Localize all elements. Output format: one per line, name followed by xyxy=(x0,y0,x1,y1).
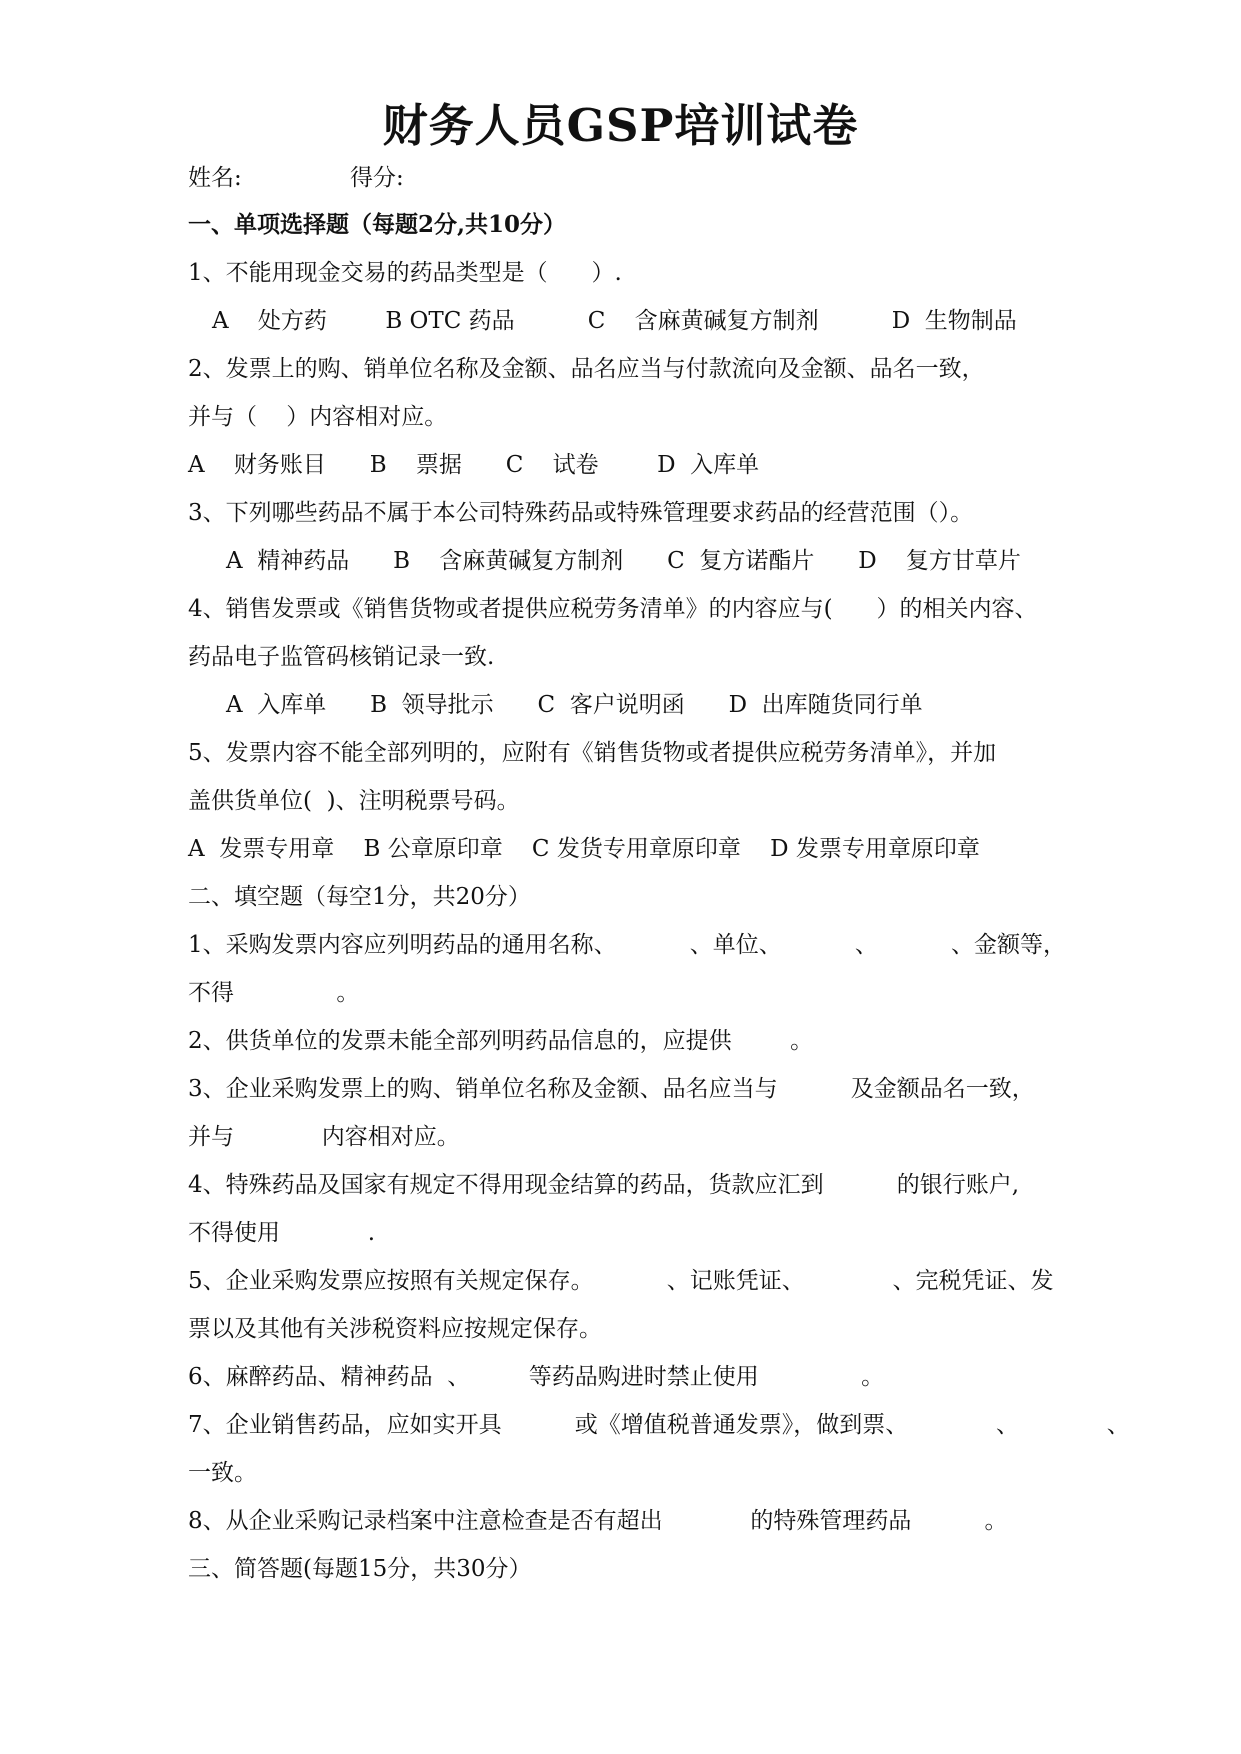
section3-heading: 三、简答题(每题15分，共30分） xyxy=(188,1556,532,1582)
s2-q3-line2: 并与 内容相对应。 xyxy=(188,1124,460,1150)
s1-q4-line1: 4、销售发票或《销售货物或者提供应税劳务清单》的内容应与( ）的相关内容、 xyxy=(188,596,1038,622)
s2-q1-line1: 1、采购发票内容应列明药品的通用名称、 、单位、 、 、金额等， xyxy=(188,932,1066,958)
s2-q4-line2: 不得使用 . xyxy=(188,1220,376,1246)
s1-q2-line1: 2、发票上的购、销单位名称及金额、品名应当与付款流向及金额、品名一致， xyxy=(188,356,985,382)
s2-q3-line1: 3、企业采购发票上的购、销单位名称及金额、品名应当与 及金额品名一致， xyxy=(188,1076,1035,1102)
s2-q7-line2: 一致。 xyxy=(188,1460,257,1486)
section1-heading: 一、单项选择题（每题2分,共10分） xyxy=(188,211,567,238)
s1-q1: 1、不能用现金交易的药品类型是（ ）. xyxy=(188,260,622,286)
s2-q5-line1: 5、企业采购发票应按照有关规定保存。 、记账凭证、 、完税凭证、发 xyxy=(188,1268,1054,1294)
s1-q3: 3、下列哪些药品不属于本公司特殊药品或特殊管理要求药品的经营范围（）。 xyxy=(188,500,974,526)
s1-q4-options: A 入库单 B 领导批示 C 客户说明函 D 出库随货同行单 xyxy=(226,692,923,718)
s2-q6: 6、麻醉药品、精神药品 、 等药品购进时禁止使用 。 xyxy=(188,1364,885,1390)
s2-q1-line2: 不得 。 xyxy=(188,980,360,1006)
s1-q5-options: A 发票专用章 B 公章原印章 C 发货专用章原印章 D 发票专用章原印章 xyxy=(188,836,980,862)
s1-q5-line2: 盖供货单位( )、注明税票号码。 xyxy=(188,788,520,814)
exam-title: 财务人员GSP培训试卷 xyxy=(382,99,859,152)
section2-heading: 二、填空题（每空1分，共20分） xyxy=(188,884,531,910)
s2-q4-line1: 4、特殊药品及国家有规定不得用现金结算的药品，货款应汇到 的银行账户, xyxy=(188,1172,1020,1198)
score-label: 得分: xyxy=(350,165,404,191)
s1-q4-line2: 药品电子监管码核销记录一致. xyxy=(188,644,495,670)
s1-q5-line1: 5、发票内容不能全部列明的，应附有《销售货物或者提供应税劳务清单》，并加 xyxy=(188,740,997,766)
s2-q7-line1: 7、企业销售药品，应如实开具 或《增值税普通发票》，做到票、 、 、 xyxy=(188,1412,1130,1438)
s1-q2-line2: 并与（ ）内容相对应。 xyxy=(188,404,448,430)
name-label: 姓名: xyxy=(188,165,242,191)
s1-q3-options: A 精神药品 B 含麻黄碱复方制剂 C 复方诺酯片 D 复方甘草片 xyxy=(226,548,1021,574)
s2-q2: 2、供货单位的发票未能全部列明药品信息的，应提供 。 xyxy=(188,1028,814,1054)
s1-q1-options: A 处方药 B OTC 药品 C 含麻黄碱复方制剂 D 生物制品 xyxy=(212,308,1017,334)
s2-q8: 8、从企业采购记录档案中注意检查是否有超出 的特殊管理药品 。 xyxy=(188,1508,1008,1534)
s2-q5-line2: 票以及其他有关涉税资料应按规定保存。 xyxy=(188,1316,602,1342)
s1-q2-options: A 财务账目 B 票据 C 试卷 D 入库单 xyxy=(188,452,760,478)
